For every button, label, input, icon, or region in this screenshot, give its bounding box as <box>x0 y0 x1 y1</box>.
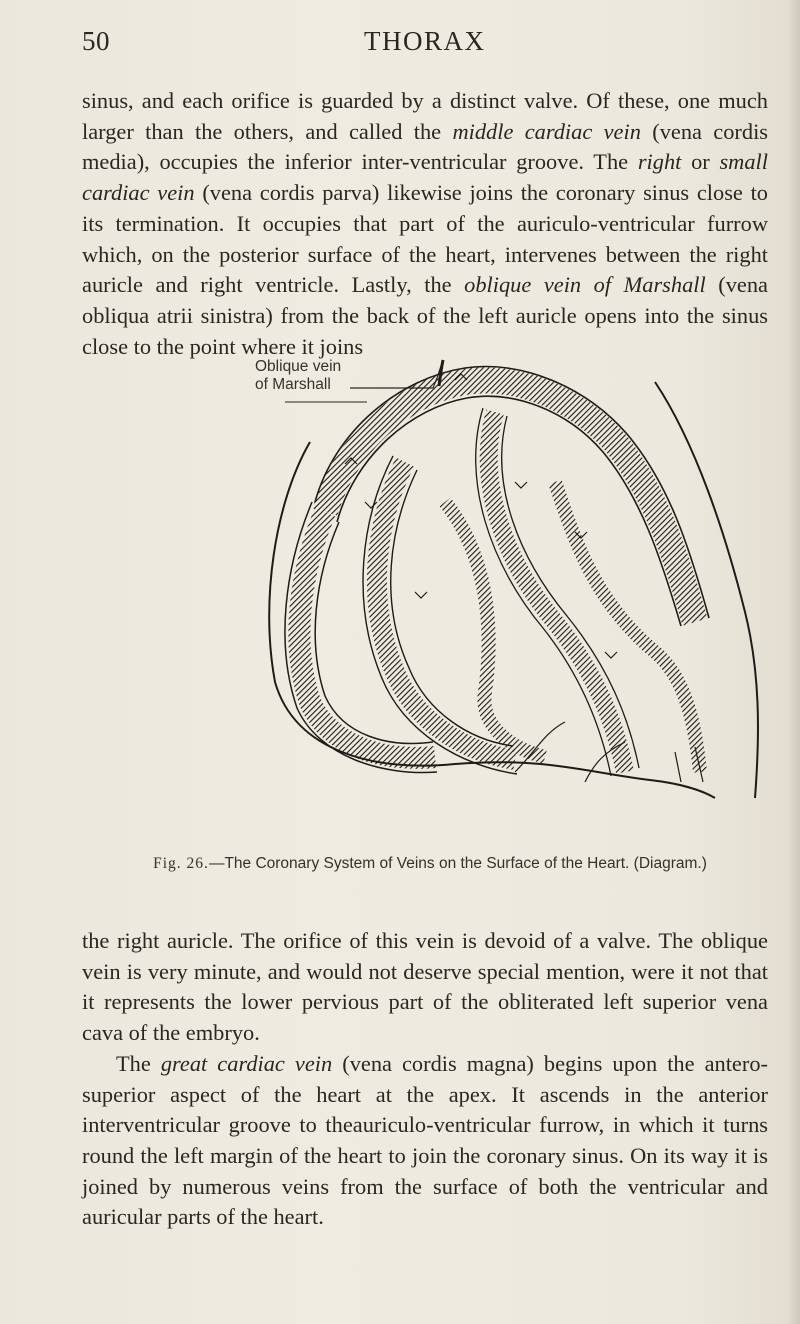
text-run: (vena cordis parva) likewise joins the coronary sinus close to its termination. It occupies that part of the auriculo-ventricular furrow which, on the posterior surface of the heart, intervenes between the right auricle and right ventricle. Lastly, the <box>82 180 768 298</box>
left-marginal-vein <box>445 502 545 757</box>
italic-term-great-cardiac-vein: great cardiac vein <box>160 1050 333 1076</box>
italic-term-right: right <box>637 149 682 175</box>
running-title: THORAX <box>364 26 486 56</box>
oblique-vein-label <box>255 358 341 394</box>
coronary-veins-figure <box>255 352 775 802</box>
running-head <box>82 26 760 66</box>
text-run: sinus, and each orifice is guarded by a distinct valve. Of these, one much larger than the others, and called the <box>82 88 768 144</box>
text-run: The <box>116 1050 161 1076</box>
italic-term-middle-cardiac-vein: middle cardiac vein <box>452 118 641 144</box>
italic-term-oblique-vein-of-marshall: oblique vein of Marshall <box>464 272 706 298</box>
italic-term-small-cardiac-vein: small cardiac vein <box>82 149 768 206</box>
great-cardiac-vein <box>299 512 435 758</box>
page-number: 50 <box>82 26 110 56</box>
paragraph-1 <box>82 86 768 362</box>
text-run: (vena cordis media), occupies the inferior inter-ventricular groove. The <box>82 118 769 175</box>
oblique-vein-label-line2: of Marshall <box>255 376 331 393</box>
text-run: (vena cordis magna) begins upon the antero-superior aspect of the heart at the apex. It ascends in the anterior interventricular groove to theauriculo-ventricular furrow, in which it turns round the left margin of the heart to join the coronary sinus. On its way it is joined by numerous veins from the surface of both the ventricular and auricular parts of the heart. <box>82 1050 768 1230</box>
page-edge-shadow <box>786 0 800 1324</box>
figure-number: Fig. 26. <box>153 855 209 872</box>
figure-caption <box>100 854 760 873</box>
text-run: or <box>681 149 720 175</box>
oblique-vein-label-line1: Oblique vein <box>255 358 342 375</box>
text-run: the right auricle. The orifice of this vein is devoid of a valve. The oblique vein is very minute, and would not deserve special mention, were it not that it represents the lower pervious part of the obliterated left superior vena cava of the embryo. <box>82 928 768 1046</box>
coronary-veins-diagram <box>255 352 775 802</box>
caption-text: —The Coronary System of Veins on the Surface of the Heart. (Diagram.) <box>208 855 707 872</box>
text-run: (vena obliqua atrii sinistra) from the back of the left auricle opens into the sinus close to the point where it joins <box>82 272 768 359</box>
paragraph-2 <box>82 926 768 1233</box>
